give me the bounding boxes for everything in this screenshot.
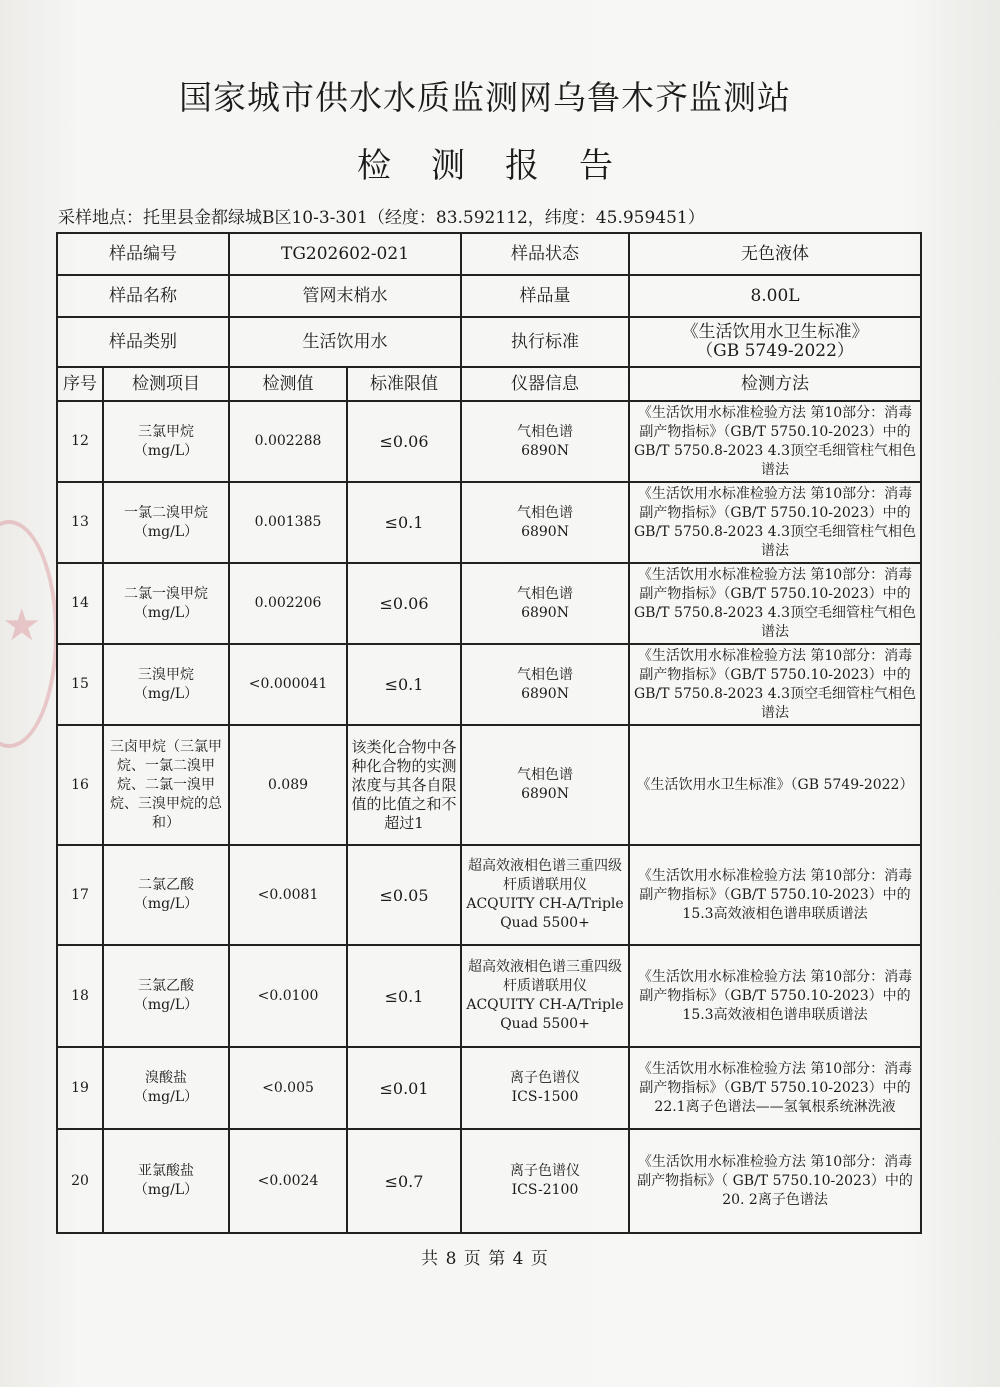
row-no: 16 — [57, 725, 103, 845]
item-name: 二氯乙酸 — [138, 877, 194, 893]
row-method: 《生活饮用水标准检验方法 第10部分：消毒副产物指标》（GB/T 5750.10-2023）中的GB/T 5750.8-2023 4.3顶空毛细管柱气相色谱法 — [629, 563, 921, 644]
row-limit: ≤0.1 — [347, 644, 461, 725]
row-limit: ≤0.01 — [347, 1047, 461, 1129]
row-item — [103, 1129, 229, 1233]
instrument-name: 超高效液相色谱三重四级杆质谱联用仪 — [468, 959, 623, 994]
sample-state-label: 样品状态 — [461, 233, 629, 275]
col-header-limit: 标准限值 — [347, 367, 461, 401]
row-instrument — [461, 725, 629, 845]
instrument-model: 6890N — [521, 786, 569, 802]
row-instrument — [461, 482, 629, 563]
row-instrument — [461, 945, 629, 1047]
instrument-name: 气相色谱 — [517, 767, 574, 783]
item-unit: （mg/L） — [133, 685, 199, 702]
item-name: 二氯一溴甲烷 — [124, 585, 208, 602]
row-value: <0.005 — [229, 1047, 347, 1129]
row-method: 《生活饮用水标准检验方法 第10部分：消毒副产物指标》（GB/T 5750.10-2023）中的15.3高效液相色谱串联质谱法 — [629, 845, 921, 945]
row-limit: ≤0.1 — [347, 945, 461, 1047]
report-title: 国家城市供水水质监测网乌鲁木齐监测站 — [179, 78, 791, 117]
instrument-model: ACQUITY CH-A/Triple Quad 5500+ — [466, 896, 624, 931]
item-unit: （mg/L） — [133, 604, 199, 621]
info-row-sample-name — [57, 275, 921, 317]
sample-name-value: 管网末梢水 — [229, 275, 461, 317]
item-unit: （mg/L） — [133, 997, 199, 1013]
sampling-location: 采样地点：托里县金都绿城B区10-3-301（经度：83.592112，纬度：45.959451） — [58, 208, 705, 228]
instrument-model: ICS-2100 — [511, 1182, 579, 1198]
row-method: 《生活饮用水标准检验方法 第10部分：消毒副产物指标》（ GB/T 5750.10-2023）中的20. 2离子色谱法 — [629, 1129, 921, 1233]
row-value: 0.002206 — [229, 563, 347, 644]
instrument-name: 气相色谱 — [517, 504, 574, 521]
item-name: 三氯甲烷 — [138, 423, 194, 440]
row-no: 12 — [57, 401, 103, 482]
row-value: <0.0081 — [229, 845, 347, 945]
row-limit: ≤0.7 — [347, 1129, 461, 1233]
item-unit: （mg/L） — [133, 523, 199, 540]
report-subtitle: 检测报告 — [357, 146, 653, 186]
row-method: 《生活饮用水卫生标准》（GB 5749-2022） — [629, 725, 921, 845]
row-no: 19 — [57, 1047, 103, 1129]
item-name: 一氯二溴甲烷 — [124, 504, 208, 521]
report-table — [56, 232, 922, 1234]
instrument-model: 6890N — [521, 685, 569, 702]
standard-line-2: （GB 5749-2022） — [696, 341, 854, 361]
table-row — [57, 482, 921, 563]
col-header-item: 检测项目 — [103, 367, 229, 401]
instrument-name: 离子色谱仪 — [510, 1163, 581, 1179]
row-no: 13 — [57, 482, 103, 563]
sample-no-value: TG202602-021 — [229, 233, 461, 275]
sample-no-label: 样品编号 — [57, 233, 229, 275]
row-limit: 该类化合物中各种化合物的实测浓度与其各自限值的比值之和不超过1 — [347, 725, 461, 845]
page-number: 共 8 页 第 4 页 — [421, 1249, 549, 1269]
instrument-model: ACQUITY CH-A/Triple Quad 5500+ — [466, 997, 624, 1032]
row-value: 0.089 — [229, 725, 347, 845]
item-name: 三氯乙酸 — [138, 978, 194, 994]
row-item — [103, 945, 229, 1047]
sample-type-label: 样品类别 — [57, 317, 229, 367]
instrument-model: ICS-1500 — [511, 1089, 579, 1105]
standard-label: 执行标准 — [461, 317, 629, 367]
row-value: 0.002288 — [229, 401, 347, 482]
col-header-no: 序号 — [57, 367, 103, 401]
row-item — [103, 401, 229, 482]
row-item — [103, 845, 229, 945]
item-name: 溴酸盐 — [145, 1070, 187, 1086]
table-row — [57, 1129, 921, 1233]
row-instrument — [461, 563, 629, 644]
item-name: 三溴甲烷 — [138, 666, 194, 683]
row-item — [103, 725, 229, 845]
row-method: 《生活饮用水标准检验方法 第10部分：消毒副产物指标》（GB/T 5750.10-2023）中的GB/T 5750.8-2023 4.3顶空毛细管柱气相色谱法 — [629, 401, 921, 482]
row-instrument — [461, 1047, 629, 1129]
row-no: 18 — [57, 945, 103, 1047]
table-row — [57, 945, 921, 1047]
instrument-name: 离子色谱仪 — [510, 1070, 581, 1086]
info-row-sample-type — [57, 317, 921, 367]
column-header-row — [57, 367, 921, 401]
table-row — [57, 845, 921, 945]
row-instrument — [461, 845, 629, 945]
sample-type-value: 生活饮用水 — [229, 317, 461, 367]
sample-qty-value: 8.00L — [629, 275, 921, 317]
row-limit: ≤0.1 — [347, 482, 461, 563]
seal-star-icon: ★ — [2, 600, 42, 651]
row-no: 15 — [57, 644, 103, 725]
standard-value — [629, 317, 921, 367]
item-unit: （mg/L） — [133, 896, 199, 912]
table-row — [57, 725, 921, 845]
row-instrument — [461, 1129, 629, 1233]
instrument-name: 气相色谱 — [517, 423, 574, 440]
col-header-instrument: 仪器信息 — [461, 367, 629, 401]
row-method: 《生活饮用水标准检验方法 第10部分：消毒副产物指标》（GB/T 5750.10-2023）中的22.1离子色谱法——氢氧根系统淋洗液 — [629, 1047, 921, 1129]
row-no: 20 — [57, 1129, 103, 1233]
item-unit: （mg/L） — [133, 442, 199, 459]
item-unit: （mg/L） — [133, 1089, 199, 1105]
row-method: 《生活饮用水标准检验方法 第10部分：消毒副产物指标》（GB/T 5750.10-2023）中的GB/T 5750.8-2023 4.3顶空毛细管柱气相色谱法 — [629, 644, 921, 725]
item-name: 亚氯酸盐 — [138, 1163, 194, 1179]
row-no: 14 — [57, 563, 103, 644]
row-value: <0.0024 — [229, 1129, 347, 1233]
sample-name-label: 样品名称 — [57, 275, 229, 317]
item-name: 三卤甲烷（三氯甲烷、一氯二溴甲烷、二氯一溴甲烷、三溴甲烷的总和） — [110, 738, 222, 831]
row-value: 0.001385 — [229, 482, 347, 563]
instrument-model: 6890N — [521, 604, 569, 621]
instrument-name: 气相色谱 — [517, 585, 574, 602]
table-row — [57, 644, 921, 725]
instrument-model: 6890N — [521, 523, 569, 540]
row-method: 《生活饮用水标准检验方法 第10部分：消毒副产物指标》（GB/T 5750.10-2023）中的GB/T 5750.8-2023 4.3顶空毛细管柱气相色谱法 — [629, 482, 921, 563]
col-header-value: 检测值 — [229, 367, 347, 401]
instrument-name: 超高效液相色谱三重四级杆质谱联用仪 — [468, 858, 623, 893]
info-row-sample-no — [57, 233, 921, 275]
sample-state-value: 无色液体 — [629, 233, 921, 275]
row-method: 《生活饮用水标准检验方法 第10部分：消毒副产物指标》（GB/T 5750.10-2023）中的15.3高效液相色谱串联质谱法 — [629, 945, 921, 1047]
instrument-name: 气相色谱 — [517, 666, 574, 683]
row-item — [103, 563, 229, 644]
row-item — [103, 482, 229, 563]
row-item — [103, 644, 229, 725]
table-row — [57, 401, 921, 482]
col-header-method: 检测方法 — [629, 367, 921, 401]
row-limit: ≤0.05 — [347, 845, 461, 945]
table-row — [57, 563, 921, 644]
row-instrument — [461, 644, 629, 725]
row-value: <0.0100 — [229, 945, 347, 1047]
row-limit: ≤0.06 — [347, 401, 461, 482]
instrument-model: 6890N — [521, 442, 569, 459]
standard-line-1: 《生活饮用水卫生标准》 — [681, 322, 869, 342]
row-item — [103, 1047, 229, 1129]
row-instrument — [461, 401, 629, 482]
row-value: <0.000041 — [229, 644, 347, 725]
item-unit: （mg/L） — [133, 1182, 199, 1198]
row-no: 17 — [57, 845, 103, 945]
row-limit: ≤0.06 — [347, 563, 461, 644]
table-row — [57, 1047, 921, 1129]
sample-qty-label: 样品量 — [461, 275, 629, 317]
